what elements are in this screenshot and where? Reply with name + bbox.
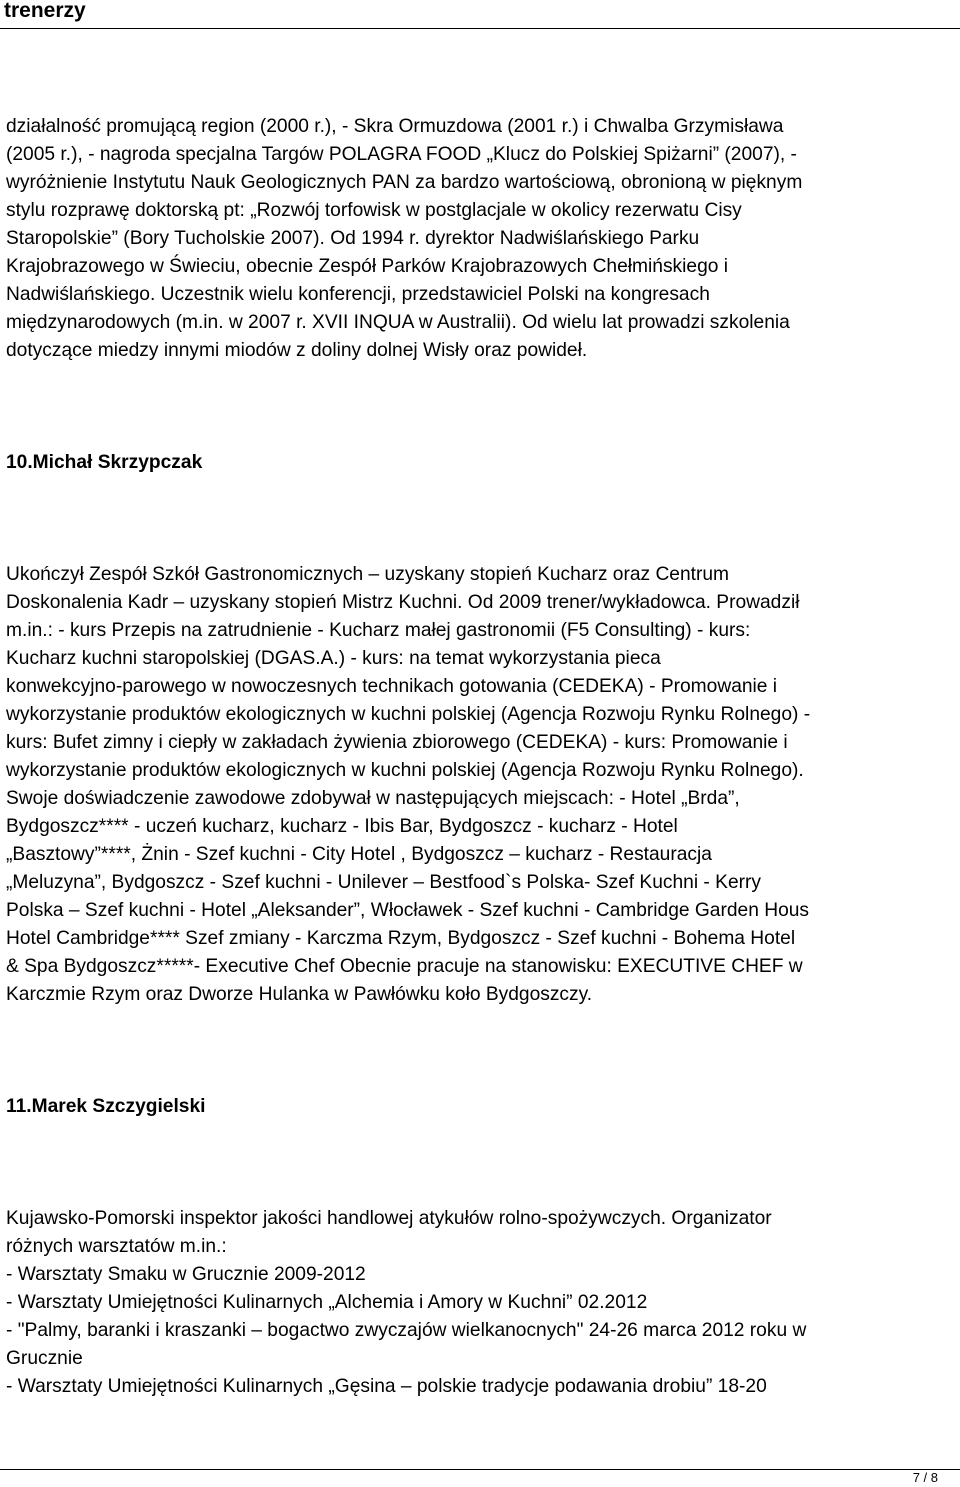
paragraph-marek-szczygielski-bio [6, 1205, 954, 1401]
text-line: - Warsztaty Umiejętności Kulinarnych „Alchemia i Amory w Kuchni” 02.2012 [6, 1292, 648, 1313]
text-line: Krajobrazowego w Świeciu, obecnie Zespół Parków Krajobrazowych Chełmińskiego i [6, 256, 729, 277]
document-header-title: trenerzy [4, 0, 86, 22]
text-line: stylu rozprawę doktorską pt: „Rozwój torfowisk w postglacjale w okolicy rezerwatu Cisy [6, 200, 742, 221]
text-line: Doskonalenia Kadr – uzyskany stopień Mistrz Kuchni. Od 2009 trener/wykładowca. Prowadził [6, 592, 800, 613]
page-number: 7 / 8 [912, 1470, 938, 1485]
header-divider [0, 28, 960, 29]
text-line: Swoje doświadczenie zawodowe zdobywał w następujących miejscach: - Hotel „Brda”, [6, 788, 740, 809]
text-line: dotyczące miedzy innymi miodów z doliny dolnej Wisły oraz powideł. [6, 340, 588, 361]
text-line: działalność promującą region (2000 r.), - Skra Ormuzdowa (2001 r.) i Chwalba Grzymisława [6, 116, 784, 137]
text-line: Karczmie Rzym oraz Dworze Hulanka w Pawłówku koło Bydgoszczy. [6, 984, 593, 1005]
paragraph-previous-trainer-bio [6, 113, 954, 365]
text-line: Kucharz kuchni staropolskiej (DGAS.A.) - kurs: na temat wykorzystania pieca [6, 648, 661, 669]
text-line: Nadwiślańskiego. Uczestnik wielu konferencji, przedstawiciel Polski na kongresach [6, 284, 710, 305]
text-line: Bydgoszcz**** - uczeń kucharz, kucharz - Ibis Bar, Bydgoszcz - kucharz - Hotel [6, 816, 678, 837]
text-line: Staropolskie” (Bory Tucholskie 2007). Od 1994 r. dyrektor Nadwiślańskiego Parku [6, 228, 700, 249]
text-line: „Meluzyna”, Bydgoszcz - Szef kuchni - Unilever – Bestfood`s Polska- Szef Kuchni - Kerry [6, 872, 761, 893]
text-line: - Warsztaty Umiejętności Kulinarnych „Gęsina – polskie tradycje podawania drobiu” 18-20 [6, 1376, 767, 1397]
text-line: m.in.: - kurs Przepis na zatrudnienie - Kucharz małej gastronomii (F5 Consulting) - kurs: [6, 620, 751, 641]
section-heading-marek-szczygielski: 11.Marek Szczygielski [6, 1096, 206, 1117]
text-line: Ukończył Zespół Szkół Gastronomicznych – uzyskany stopień Kucharz oraz Centrum [6, 564, 730, 585]
text-line: konwekcyjno-parowego w nowoczesnych technikach gotowania (CEDEKA) - Promowanie i [6, 676, 778, 697]
text-line: kurs: Bufet zimny i ciepły w zakładach żywienia zbiorowego (CEDEKA) - kurs: Promowanie i [6, 732, 788, 753]
text-line: międzynarodowych (m.in. w 2007 r. XVII INQUA w Australii). Od wielu lat prowadzi szkolenia [6, 312, 790, 333]
text-line: wykorzystanie produktów ekologicznych w kuchni polskiej (Agencja Rozwoju Rynku Rolnego) - [6, 704, 811, 725]
text-line: „Basztowy”****, Żnin - Szef kuchni - City Hotel , Bydgoszcz – kucharz - Restauracja [6, 844, 712, 865]
text-line: wyróżnienie Instytutu Nauk Geologicznych PAN za bardzo wartościową, obronioną w pięknym [6, 172, 803, 193]
text-line: Polska – Szef kuchni - Hotel „Aleksander”, Włocławek - Szef kuchni - Cambridge Garden Hous [6, 900, 810, 921]
text-line: różnych warsztatów m.in.: [6, 1236, 227, 1257]
text-line: - "Palmy, baranki i kraszanki – bogactwo zwyczajów wielkanocnych" 24-26 marca 2012 roku w [6, 1320, 807, 1341]
text-line: - Warsztaty Smaku w Grucznie 2009-2012 [6, 1264, 366, 1285]
paragraph-michal-skrzypczak-bio [6, 561, 954, 1009]
text-line: & Spa Bydgoszcz*****- Executive Chef Obecnie pracuje na stanowisku: EXECUTIVE CHEF w [6, 956, 803, 977]
footer-divider [0, 1469, 960, 1470]
text-line: wykorzystanie produktów ekologicznych w kuchni polskiej (Agencja Rozwoju Rynku Rolnego). [6, 760, 804, 781]
section-heading-michal-skrzypczak: 10.Michał Skrzypczak [6, 452, 203, 473]
text-line: Kujawsko-Pomorski inspektor jakości handlowej atykułów rolno-spożywczych. Organizator [6, 1208, 772, 1229]
text-line: (2005 r.), - nagroda specjalna Targów POLAGRA FOOD „Klucz do Polskiej Spiżarni” (2007), - [6, 144, 797, 165]
text-line: Grucznie [6, 1348, 83, 1369]
text-line: Hotel Cambridge**** Szef zmiany - Karczma Rzym, Bydgoszcz - Szef kuchni - Bohema Hotel [6, 928, 796, 949]
